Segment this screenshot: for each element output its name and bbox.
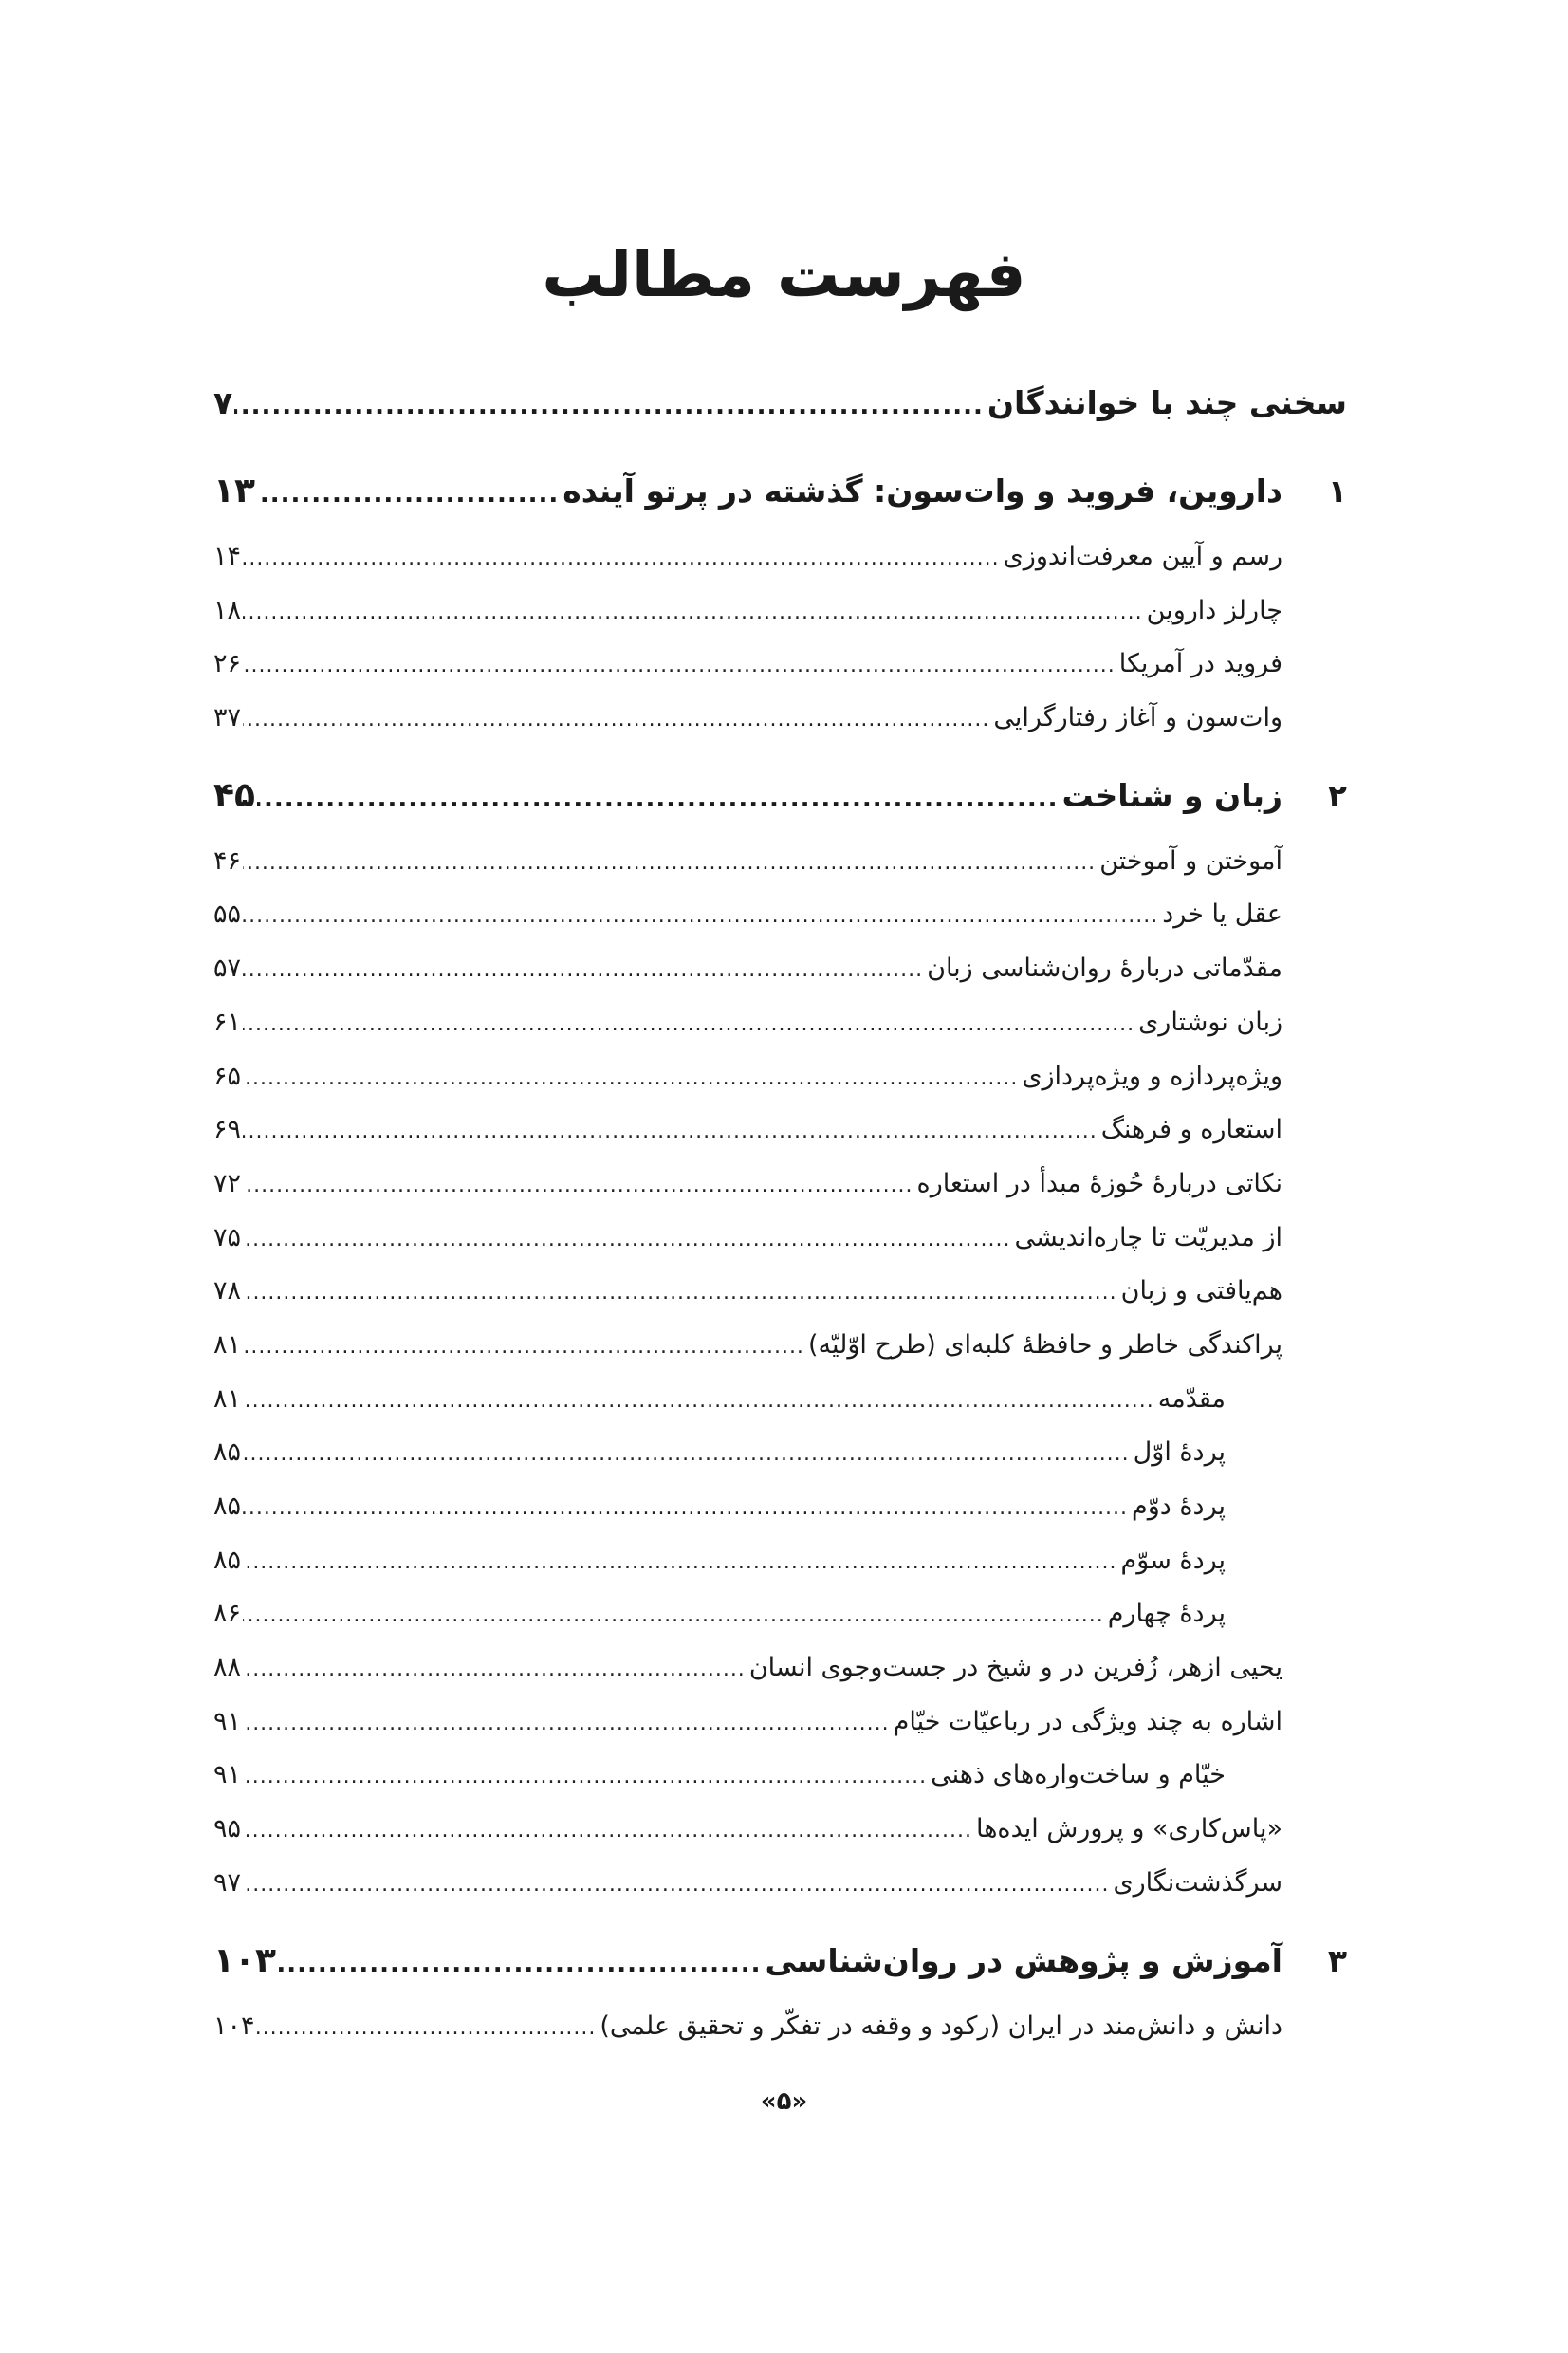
dot-leader [243,1712,890,1735]
toc-entry-label: اشاره به چند ویژگی در رباعیّات خیّام [893,1706,1282,1736]
toc-entry-page: ۶۹ [213,1115,242,1145]
page-title: فهرست مطالب [542,238,1026,311]
toc-entry-page: ۴۶ [213,845,242,876]
chapter-page: ۱۳ [213,472,255,510]
toc-entry-label: دانش و دانش‌مند در ایران (رکود و وقفه در تفکّر و تحقیق علمی) [600,2010,1282,2041]
toc-entry-page: ۸۱ [213,1329,242,1360]
toc-chapter-heading [213,1941,1347,2011]
toc-entry-label: زبان نوشتاری [1138,1007,1282,1037]
toc-entry-label: فروید در آمریکا [1118,649,1282,679]
toc-entry-label: چارلز داروین [1146,595,1282,625]
toc-section-entry [213,1707,1347,1761]
toc-entry-label: پردهٔ دوّم [1132,1491,1226,1521]
toc-entry-label: پردهٔ چهارم [1107,1599,1226,1629]
toc-entry-page: ۸۵ [213,1491,242,1521]
chapter-number: ۱ [1327,472,1347,510]
toc-entry-page: ۱۰۴ [213,2010,255,2041]
dot-leader [243,1873,1109,1897]
toc-entry-page: ۲۶ [213,649,242,679]
toc-entry-label: سخنی چند با خوانندگان [987,384,1347,421]
toc-entry-label: ویژه‌پردازه و ویژه‌پردازی [1022,1061,1282,1091]
toc-section-entry [213,846,1347,900]
table-of-contents [213,384,1347,2065]
toc-entry-label: یحیی ازهر، زُفرین در و شیخ در جست‌وجوی انسان [748,1653,1282,1683]
toc-entry-label: عقل یا خرد [1162,899,1282,930]
dot-leader [243,958,923,982]
toc-entry-page: ۹۵ [213,1814,242,1844]
toc-entry-label: آموختن و آموختن [1099,845,1282,876]
toc-entry-page: ۹۱ [213,1760,242,1790]
toc-entry-label: پردهٔ سوّم [1120,1545,1226,1575]
dot-leader [243,1550,1117,1574]
toc-entry-label: پراکندگی خاطر و حافظهٔ کلبه‌ای (طرح اوّلیّه) [807,1329,1282,1360]
dot-leader [243,547,1000,570]
toc-section-entry [213,1814,1347,1868]
toc-section-entry [213,899,1347,954]
toc-entry-page: ۷۵ [213,1222,242,1252]
toc-section-entry [213,1115,1347,1169]
toc-section-entry [213,596,1347,650]
dot-leader [243,601,1143,624]
toc-entry-page: ۵۵ [213,899,242,930]
toc-entry-label: هم‌یافتی و زبان [1120,1276,1282,1306]
dot-leader [243,1658,746,1681]
toc-entry-page: ۶۱ [213,1007,242,1037]
toc-subsection-entry [213,1760,1347,1814]
toc-entry-label: استعاره و فرهنگ [1100,1115,1282,1145]
toc-section-entry [213,1169,1347,1223]
toc-entry-page: ۸۱ [213,1383,242,1414]
toc-entry-label: نکاتی دربارهٔ حُوزهٔ مبدأ در استعاره [916,1168,1282,1198]
toc-entry-label: خیّام و ساخت‌واره‌های ذهنی [931,1760,1226,1790]
toc-chapter-heading [213,472,1347,542]
dot-leader [257,2016,597,2040]
toc-subsection-entry [213,1546,1347,1600]
toc-intro-entry [213,384,1347,453]
toc-entry-label: پردهٔ اوّل [1133,1437,1226,1468]
dot-leader [243,1174,913,1197]
chapter-page: ۱۰۳ [213,1940,276,1980]
dot-leader [243,1819,972,1843]
toc-section-entry [213,1276,1347,1330]
toc-entry-page: ۵۷ [213,954,242,984]
dot-leader [243,1281,1117,1305]
chapter-number: ۲ [1327,776,1347,814]
dot-leader [234,392,984,420]
chapter-title: آموزش و پژوهش در روان‌شناسی [765,1941,1282,1979]
toc-section-entry [213,2011,1347,2066]
dot-leader [243,1442,1130,1466]
dot-leader [243,1012,1134,1036]
toc-entry-label: از مدیریّت تا چاره‌اندیشی [1014,1222,1282,1252]
toc-section-entry [213,1330,1347,1384]
dot-leader [257,480,559,509]
toc-section-entry [213,1223,1347,1277]
dot-leader [243,654,1116,677]
dot-leader [243,1603,1104,1627]
toc-subsection-entry [213,1491,1347,1546]
toc-entry-label: وات‌سون و آغاز رفتارگرایی [993,703,1282,733]
toc-entry-page: ۹۷ [213,1867,242,1898]
toc-section-entry [213,542,1347,596]
toc-subsection-entry [213,1599,1347,1653]
toc-entry-label: مقدّماتی دربارهٔ روان‌شناسی زبان [927,954,1282,984]
toc-entry-page: ۸۸ [213,1653,242,1683]
toc-entry-page: ۶۵ [213,1061,242,1091]
toc-entry-label: سرگذشت‌نگاری [1113,1867,1282,1898]
toc-entry-page: ۸۶ [213,1599,242,1629]
dot-leader [243,1228,1010,1251]
dot-leader [243,1066,1018,1090]
toc-entry-page: ۷۲ [213,1168,242,1198]
chapter-title: داروین، فروید و وات‌سون: گذشته در پرتو آینده [563,472,1282,510]
toc-entry-page: ۱۴ [213,542,242,571]
toc-section-entry [213,954,1347,1008]
toc-entry-label: «پاس‌کاری» و پرورش ایده‌ها [975,1814,1282,1844]
toc-section-entry [213,649,1347,703]
toc-subsection-entry [213,1437,1347,1491]
toc-entry-page: ۹۱ [213,1706,242,1736]
dot-leader [243,1496,1128,1520]
toc-entry-page: ۳۷ [213,703,242,733]
dot-leader [243,1765,927,1788]
dot-leader [278,1950,762,1978]
toc-entry-page: ۸۵ [213,1545,242,1575]
chapter-number: ۳ [1327,1941,1347,1979]
toc-subsection-entry [213,1384,1347,1438]
dot-leader [243,1335,804,1359]
dot-leader [243,1389,1154,1413]
dot-leader [243,904,1158,928]
toc-section-entry [213,703,1347,757]
toc-chapter-heading [213,776,1347,846]
dot-leader [243,1120,1098,1143]
toc-entry-page: ۱۸ [213,595,242,625]
dot-leader [243,708,989,732]
dot-leader [243,851,1096,875]
toc-entry-page: ۷ [213,384,233,421]
dot-leader [257,785,1059,813]
toc-entry-page: ۷۸ [213,1276,242,1306]
toc-section-entry [213,1008,1347,1062]
toc-section-entry [213,1062,1347,1116]
toc-entry-page: ۸۵ [213,1437,242,1468]
chapter-page: ۴۵ [213,775,255,815]
page-number: «۵» [760,2087,808,2116]
toc-section-entry [213,1868,1347,1922]
toc-section-entry [213,1653,1347,1707]
toc-entry-label: رسم و آیین معرفت‌اندوزی [1003,542,1282,571]
chapter-title: زبان و شناخت [1061,776,1282,814]
toc-entry-label: مقدّمه [1157,1383,1226,1414]
